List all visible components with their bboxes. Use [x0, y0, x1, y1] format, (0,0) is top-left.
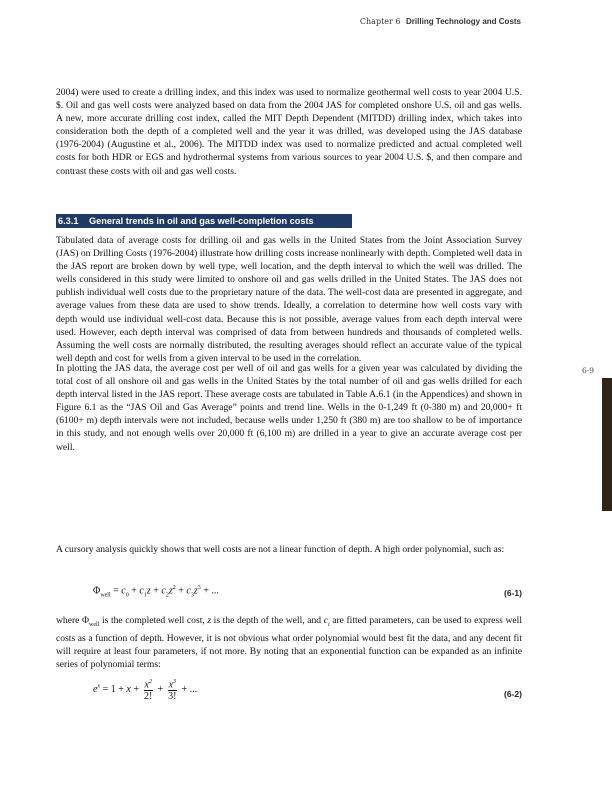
- where-text-a: where: [56, 615, 83, 626]
- section-number: 6.3.1: [58, 216, 79, 226]
- chapter-title: Drilling Technology and Costs: [406, 17, 521, 26]
- page-number: 6-9: [582, 366, 595, 375]
- paragraph-intro: 2004) were used to create a drilling index, and this index was used to normalize geothermal well costs to year 2004 U.S. $. Oil and gas well costs were analyzed based on data from the 2004 JAS for completed onshore U.S. oil and gas wells. A new, more accurate drilling cost index, called the MIT Depth Dependent (MITDD) drilling index, which takes into consideration both the depth of a completed well and the year it was drilled, was developed using the JAS database (1976-2004) (Augustine et al., 2006). The MITDD index was used to normalize predicted and actual completed well costs for both HDR or EGS and hydrothermal systems from various sources to year 2004 U.S. $, and then compare and contrast these costs with oil and gas well costs.: [56, 87, 522, 177]
- paragraph-trends: Tabulated data of average costs for drilling oil and gas wells in the United States from the Joint Association Survey (JAS) on Drilling Costs (1976-2004) illustrate how drilling costs increase nonlinearly with depth. Completed well data in the JAS report are broken down by well type, well location, and the depth interval to which the well was drilled. The wells considered in this study were limited to onshore oil and gas wells drilled in the United States. The JAS does not publish individual well costs due to the proprietary nature of the data. The well-cost data are presented in aggregate, and average values from these data are used to show trends. Ideally, a correlation to determine how well costs vary with depth would use individual well-cost data. Because this is not possible, average values from each depth interval were used. However, each depth interval was comprised of data from between hundreds and thousands of completed wells. Assuming the well costs are normally distributed, the resulting averages should reflect an accurate value of the typical well depth and cost for wells from a given interval to be used in the correlation.: [56, 235, 522, 364]
- equation-number-2: (6-2): [504, 689, 522, 699]
- equation-exponential: $e^x = 1 + x$ + $\frac{x^2}{2!}$ + $\frac{x^3}{3!}$ + ...: [93, 679, 198, 703]
- chapter-label: Chapter 6: [359, 17, 401, 26]
- section-heading: [56, 214, 352, 228]
- where-text-b: is the completed well cost,: [99, 615, 208, 626]
- paragraph-plotting: In plotting the JAS data, the average cost per well of oil and gas wells for a given year was calculated by dividing the total cost of all onshore oil and gas wells in the United States by the total number of oil and gas wells drilled for each depth interval listed in the JAS report. These average costs are tabulated in Table A.6.1 (in the Appendices) and shown in Figure 6.1 as the “JAS Oil and Gas Average” points and trend line. Wells in the 0-1,249 ft (0-380 m) and 20,000+ ft (6100+ m) depth intervals were not included, because wells under 1,250 ft (380 m) are too shallow to be of importance in this study, and not enough wells over 20,000 ft (6,100 m) are drilled in a year to give an accurate average cost per well.: [56, 363, 522, 453]
- running-header: [360, 17, 521, 26]
- equation-polynomial: $\Phi_{well} = c_0 + c_1z + c_2z^2 + c_3z^3$ + ...: [93, 585, 219, 599]
- paragraph-cursory: A cursory analysis quickly shows that well costs are not a linear function of depth. A high order polynomial, such as:: [56, 544, 505, 555]
- where-text-d: are fitted parameters, can be used to express well costs as a function of depth. However, it is not obvious what order polynomial would best fit the data, and any decent fit will require at least four parameters, if not more. By noting that an exponential function can be expanded as an infinite series of polynomial terms:: [56, 615, 523, 671]
- paragraph-where: where $\Phi_{well}$ is the completed well cost, z is the depth of the well, and $c_i$ are fitted parameters, can be used to express well costs as a function of depth. However, it is not obvious what order polynomial would best fit the data, and any decent fit will require at least four parameters, if not more. By noting that an exponential function can be expanded as an infinite series of polynomial terms:: [56, 615, 523, 671]
- section-title: General trends in oil and gas well-completion costs: [89, 216, 314, 226]
- where-text-c: is the depth of the well, and: [211, 615, 324, 626]
- chapter-side-tab: [602, 378, 612, 511]
- equation-number-1: (6-1): [504, 588, 522, 598]
